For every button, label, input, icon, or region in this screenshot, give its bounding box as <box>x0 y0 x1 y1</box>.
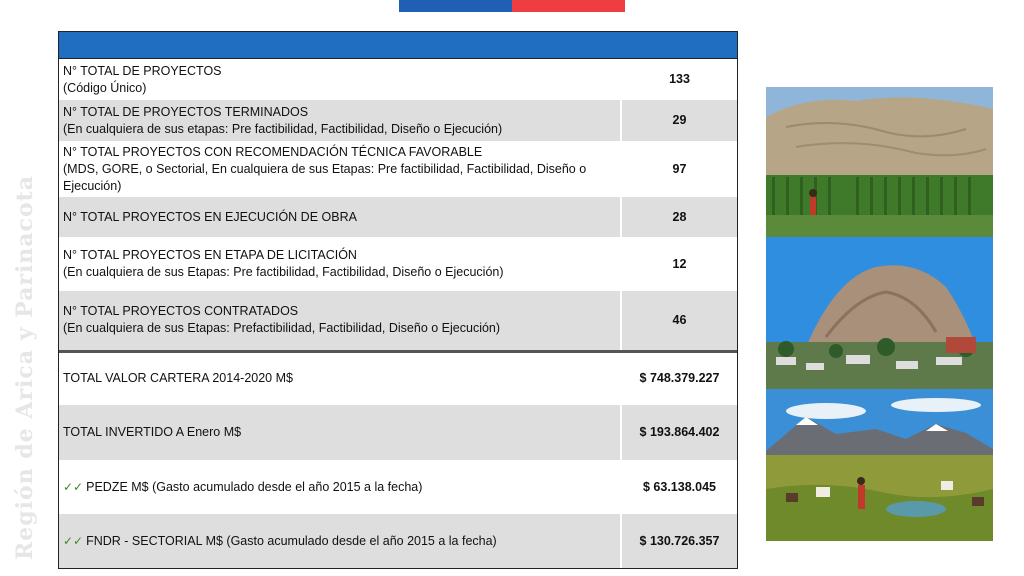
row-label: N° TOTAL PROYECTOS CONTRATADOS (En cualquiera de sus Etapas: Prefactibilidad, Factibilidad, Diseño o Ejecución) <box>59 291 621 351</box>
side-title: Región de Arica y Parinacota <box>12 174 38 560</box>
table-row <box>59 460 737 514</box>
table-row <box>59 197 737 237</box>
table-row <box>59 237 737 291</box>
photo-altiplano-llamas <box>766 389 993 541</box>
projects-table <box>58 31 738 569</box>
table-row <box>59 59 737 100</box>
row-value: 97 <box>621 141 737 197</box>
row-label: ✓✓ PEDZE M$ (Gasto acumulado desde el año 2015 a la fecha) <box>59 460 621 514</box>
photo-valley-field <box>766 87 993 237</box>
table-row <box>59 351 737 405</box>
row-label: ✓✓ FNDR - SECTORIAL M$ (Gasto acumulado desde el año 2015 a la fecha) <box>59 514 621 568</box>
row-label: TOTAL VALOR CARTERA 2014-2020 M$ <box>59 351 621 405</box>
row-value: $ 130.726.357 <box>621 514 737 568</box>
flag-bar <box>399 0 625 12</box>
table-row <box>59 291 737 351</box>
row-value: 46 <box>621 291 737 351</box>
row-value: $ 63.138.045 <box>621 460 737 514</box>
row-label: N° TOTAL PROYECTOS CON RECOMENDACIÓN TÉCNICA FAVORABLE (MDS, GORE, o Sectorial, En cualquiera de sus Etapas: Pre factibilidad, Factibilidad, Diseño o Ejecución) <box>59 141 621 197</box>
photo-morro-arica <box>766 237 993 389</box>
row-value: 133 <box>621 59 737 100</box>
row-value: 29 <box>621 100 737 141</box>
row-value: 28 <box>621 197 737 237</box>
row-label: TOTAL INVERTIDO A Enero M$ <box>59 405 621 460</box>
row-value: 12 <box>621 237 737 291</box>
table-header-bar <box>59 32 737 59</box>
table-row <box>59 405 737 460</box>
flag-red-segment <box>512 0 625 12</box>
row-label: N° TOTAL DE PROYECTOS (Código Único) <box>59 59 621 100</box>
double-check-icon: ✓✓ <box>63 533 84 548</box>
row-label: N° TOTAL DE PROYECTOS TERMINADOS (En cualquiera de sus etapas: Pre factibilidad, Factibilidad, Diseño o Ejecución) <box>59 100 621 141</box>
table-row <box>59 514 737 568</box>
table-row <box>59 141 737 197</box>
row-value: $ 748.379.227 <box>621 351 737 405</box>
flag-blue-segment <box>399 0 512 12</box>
row-label: N° TOTAL PROYECTOS EN ETAPA DE LICITACIÓN (En cualquiera de sus Etapas: Pre factibilidad, Factibilidad, Diseño o Ejecución) <box>59 237 621 291</box>
table-row <box>59 100 737 141</box>
double-check-icon: ✓✓ <box>63 479 84 494</box>
row-label: N° TOTAL PROYECTOS EN EJECUCIÓN DE OBRA <box>59 197 621 237</box>
row-value: $ 193.864.402 <box>621 405 737 460</box>
photo-column <box>766 87 993 541</box>
